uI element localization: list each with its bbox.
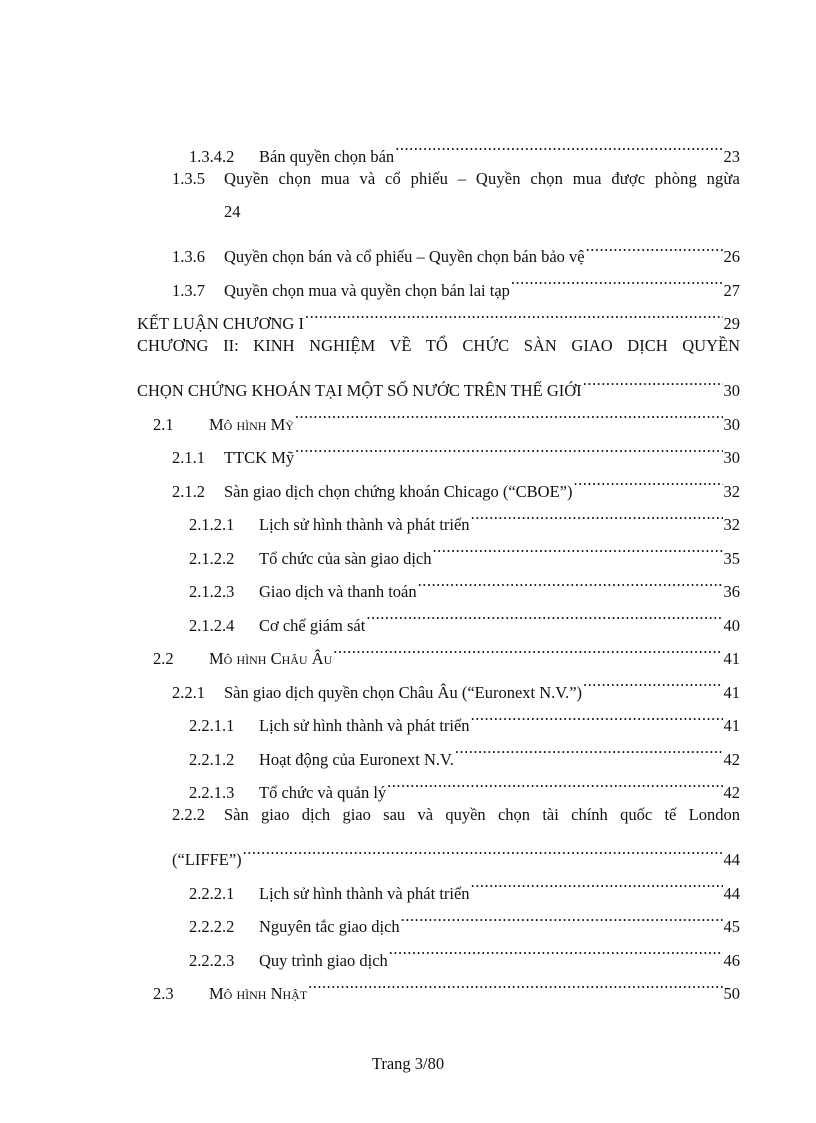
toc-entry[interactable]: [137, 966, 740, 1003]
toc-page: 23: [723, 146, 740, 166]
toc-page: 32: [723, 515, 740, 534]
toc-number: 2.2.2.1: [189, 883, 235, 903]
toc-title: Tổ chức của sàn giao dịch: [259, 548, 432, 568]
toc-entry[interactable]: [137, 296, 740, 333]
toc-entry[interactable]: [137, 597, 740, 635]
toc-entry[interactable]: [137, 162, 740, 196]
dot-leader: [573, 463, 722, 497]
dot-leader: [455, 731, 723, 765]
toc-title: Sàn giao dịch quyền chọn Châu Âu (“Euronext N.V.”): [224, 682, 583, 702]
toc-number: 2.2.2: [172, 805, 205, 824]
toc-entry[interactable]: [137, 865, 740, 903]
toc-title: Tổ chức và quản lý: [259, 783, 387, 802]
dot-leader: [295, 430, 722, 464]
toc-page: 32: [723, 481, 740, 501]
toc-number: 2.1: [153, 414, 174, 434]
dot-leader: [418, 564, 723, 598]
dot-leader: [511, 262, 723, 296]
dot-leader: [471, 865, 723, 899]
toc-number: 2.1.2.3: [189, 582, 235, 601]
dot-leader: [366, 597, 722, 631]
toc-page: 29: [723, 314, 740, 333]
toc-entry-continuation: [137, 363, 740, 400]
toc-page: 27: [723, 280, 740, 300]
toc-page: 26: [723, 247, 740, 266]
toc-page: 42: [723, 783, 740, 802]
toc-entry[interactable]: [137, 899, 740, 936]
table-of-contents: [137, 128, 740, 1003]
toc-page: 50: [723, 984, 740, 1003]
toc-title: CHỌN CHỨNG KHOÁN TẠI MỘT SỐ NƯỚC TRÊN THẾ GIỚI: [137, 381, 582, 400]
toc-number: 2.2.1.1: [189, 716, 235, 735]
dot-leader: [433, 530, 723, 564]
toc-number: 2.1.2.4: [189, 615, 235, 635]
toc-page: 41: [723, 649, 740, 668]
toc-title: Lịch sử hình thành và phát triển: [259, 716, 470, 735]
toc-number: 2.1.2.2: [189, 548, 235, 568]
dot-leader: [387, 765, 722, 799]
page-footer: Trang 3/80: [371, 1054, 445, 1073]
toc-page: 30: [723, 448, 740, 467]
toc-page: 36: [723, 582, 740, 601]
toc-number: 1.3.4.2: [189, 146, 235, 166]
dot-leader: [471, 698, 723, 732]
toc-entry[interactable]: [137, 798, 740, 832]
toc-entry[interactable]: [137, 396, 740, 434]
toc-page: 44: [723, 850, 740, 869]
toc-page: 46: [723, 950, 740, 970]
toc-page: 24: [224, 202, 241, 221]
dot-leader: [471, 497, 723, 531]
dot-leader: [305, 296, 723, 330]
toc-entry-continuation: [137, 195, 740, 229]
toc-page: 42: [723, 749, 740, 769]
toc-page: 44: [723, 883, 740, 903]
toc-number: 2.2.1.3: [189, 783, 235, 802]
toc-title: Quyền chọn bán và cổ phiếu – Quyền chọn bán bảo vệ: [224, 247, 585, 266]
toc-title: Quyền chọn mua và cổ phiếu – Quyền chọn mua được phòng ngừa: [224, 168, 740, 188]
toc-title: Mô hình Mỹ: [209, 414, 294, 434]
toc-number: 1.3.7: [172, 280, 205, 300]
toc-title: Giao dịch và thanh toán: [259, 582, 417, 601]
toc-title: Quy trình giao dịch: [259, 950, 388, 970]
toc-number: 2.2.2.3: [189, 950, 235, 970]
toc-entry[interactable]: [137, 497, 740, 534]
dot-leader: [333, 631, 722, 665]
toc-entry[interactable]: [137, 664, 740, 702]
toc-number: 2.1.2.1: [189, 515, 235, 534]
toc-number: 2.2.1.2: [189, 749, 235, 769]
toc-number: 1.3.5: [172, 168, 205, 188]
toc-page: 30: [723, 381, 740, 400]
toc-number: 2.2.2.2: [189, 917, 235, 936]
toc-entry[interactable]: [137, 128, 740, 166]
toc-title-line1: Sàn giao dịch giao sau và quyền chọn tài chính quốc tế London: [224, 805, 740, 824]
toc-entry[interactable]: [137, 564, 740, 601]
toc-title: Lịch sử hình thành và phát triển: [259, 883, 470, 903]
dot-leader: [295, 396, 723, 430]
toc-title: Nguyên tắc giao dịch: [259, 917, 400, 936]
toc-entry[interactable]: [137, 765, 740, 802]
toc-page: 41: [723, 716, 740, 735]
toc-title-line1: CHƯƠNG II: KINH NGHIỆM VỀ TỔ CHỨC SÀN GIAO DỊCH QUYỀN: [137, 336, 740, 355]
toc-page: 35: [723, 548, 740, 568]
dot-leader: [583, 363, 723, 397]
toc-title: Lịch sử hình thành và phát triển: [259, 515, 470, 534]
toc-entry[interactable]: [137, 698, 740, 735]
toc-entry-continuation: [137, 832, 740, 869]
toc-number: 2.1.2: [172, 481, 205, 501]
toc-entry[interactable]: [137, 530, 740, 568]
toc-number: 1.3.6: [172, 247, 205, 266]
toc-number: 2.2: [153, 649, 174, 668]
toc-page: 41: [723, 682, 740, 702]
toc-entry[interactable]: [137, 430, 740, 467]
toc-page: 30: [723, 414, 740, 434]
toc-title: Bán quyền chọn bán: [259, 146, 395, 166]
toc-title: TTCK Mỹ: [224, 448, 295, 467]
toc-entry[interactable]: [137, 731, 740, 769]
toc-title: (“LIFFE”): [172, 850, 242, 869]
toc-title: Mô hình Nhật: [209, 984, 308, 1003]
dot-leader: [401, 899, 723, 933]
dot-leader: [308, 966, 722, 1000]
dot-leader: [395, 128, 722, 162]
toc-title: Cơ chế giám sát: [259, 615, 366, 635]
toc-title: Hoạt động của Euronext N.V.: [259, 749, 454, 769]
toc-page: 40: [723, 615, 740, 635]
toc-title: Mô hình Châu Âu: [209, 649, 333, 668]
toc-entry[interactable]: [137, 932, 740, 970]
dot-leader: [389, 932, 723, 966]
dot-leader: [583, 664, 722, 698]
toc-entry[interactable]: [137, 262, 740, 300]
toc-number: 2.1.1: [172, 448, 205, 467]
toc-number: 2.3: [153, 984, 174, 1003]
toc-title: Quyền chọn mua và quyền chọn bán lai tạp: [224, 280, 510, 300]
toc-entry[interactable]: [137, 229, 740, 266]
toc-title: KẾT LUẬN CHƯƠNG I: [137, 314, 304, 333]
toc-entry[interactable]: [137, 631, 740, 668]
toc-title: Sàn giao dịch chọn chứng khoán Chicago (“CBOE”): [224, 481, 573, 501]
toc-entry[interactable]: [137, 463, 740, 501]
dot-leader: [243, 832, 723, 866]
dot-leader: [586, 229, 723, 263]
toc-page: 45: [723, 917, 740, 936]
toc-entry[interactable]: [137, 329, 740, 363]
toc-number: 2.2.1: [172, 682, 205, 702]
